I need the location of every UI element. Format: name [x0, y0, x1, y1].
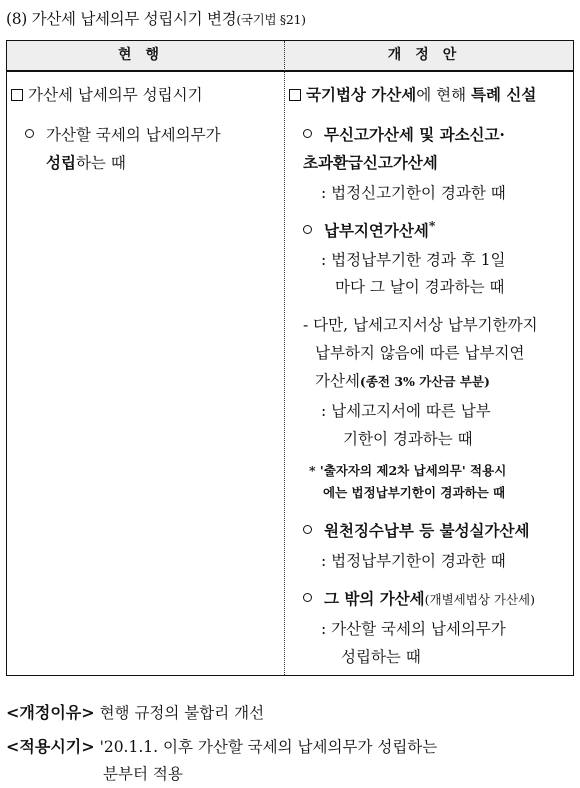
section-title — [6, 7, 306, 29]
circle-bullet-icon — [303, 525, 312, 534]
checkbox-square-icon — [289, 89, 301, 101]
current-item-line2: 성립하는 때 — [46, 153, 126, 172]
apply-label: <적용시기> — [6, 737, 95, 756]
section-title-ref: (국기법 §21) — [236, 12, 306, 27]
revised-item1-line2: 초과환급신고가산세 — [303, 153, 438, 172]
apply-text-continued: 분부터 적용 — [103, 765, 183, 783]
revised-item1-desc: : 법정신고기한이 경과한 때 — [321, 184, 506, 202]
revised-sub-line3: 가산세(종전 3% 가산금 부분) — [315, 372, 490, 390]
revised-column — [285, 73, 573, 675]
current-item-line1: 가산할 국세의 납세의무가 — [25, 123, 221, 145]
revised-footnote-line1: * '출자자의 제2차 납세의무' 적용시 — [309, 463, 507, 478]
revised-sub-desc2: 기한이 경과하는 때 — [343, 430, 473, 448]
revised-footnote-line2: 에는 법정납부기한이 경과하는 때 — [323, 485, 506, 500]
comparison-table — [6, 40, 574, 676]
revised-heading: 국기법상 가산세에 현해 특례 신설 — [289, 83, 536, 105]
circle-bullet-icon — [303, 129, 312, 138]
revised-item1-line1: 무신고가산세 및 과소신고· — [303, 123, 505, 145]
reason-label: <개정이유> — [6, 703, 95, 722]
reason-text: 현행 규정의 불합리 개선 — [99, 704, 265, 722]
current-column — [7, 73, 284, 675]
circle-bullet-icon — [303, 225, 312, 234]
revised-item4-desc2: 성립하는 때 — [341, 648, 421, 666]
revised-item2-desc1: : 법정납부기한 경과 후 1일 — [321, 251, 506, 269]
circle-bullet-icon — [303, 593, 312, 602]
revised-item2-desc2: 마다 그 날이 경과하는 때 — [335, 278, 505, 296]
header-current: 현행 — [117, 47, 174, 63]
revised-sub-line2: 납부하지 않음에 따른 납부지연 — [315, 344, 525, 362]
revised-sub-line1: - 다만, 납세고지서상 납부기한까지 — [303, 316, 538, 334]
revised-item4-desc1: : 가산할 국세의 납세의무가 — [321, 620, 506, 638]
reason-line — [6, 700, 264, 723]
header-revised: 개정안 — [387, 47, 471, 63]
apply-line — [6, 734, 437, 757]
revised-sub-desc1: : 납세고지서에 따른 납부 — [321, 402, 491, 420]
revised-item3-desc: : 법정납부기한이 경과한 때 — [321, 552, 506, 570]
section-title-main: (8) 가산세 납세의무 성립시기 변경 — [6, 10, 237, 28]
revised-item4-line1: 그 밖의 가산세(개별세법상 가산세) — [303, 587, 535, 609]
revised-item2-line1: 납부지연가산세* — [303, 218, 435, 241]
apply-text: '20.1.1. 이후 가산할 국세의 납세의무가 성립하는 — [99, 738, 438, 756]
circle-bullet-icon — [25, 129, 34, 138]
table-header — [7, 41, 573, 72]
checkbox-square-icon — [11, 89, 23, 101]
revised-item3-line1: 원천징수납부 등 불성실가산세 — [303, 519, 529, 541]
current-heading: 가산세 납세의무 성립시기 — [11, 83, 203, 105]
